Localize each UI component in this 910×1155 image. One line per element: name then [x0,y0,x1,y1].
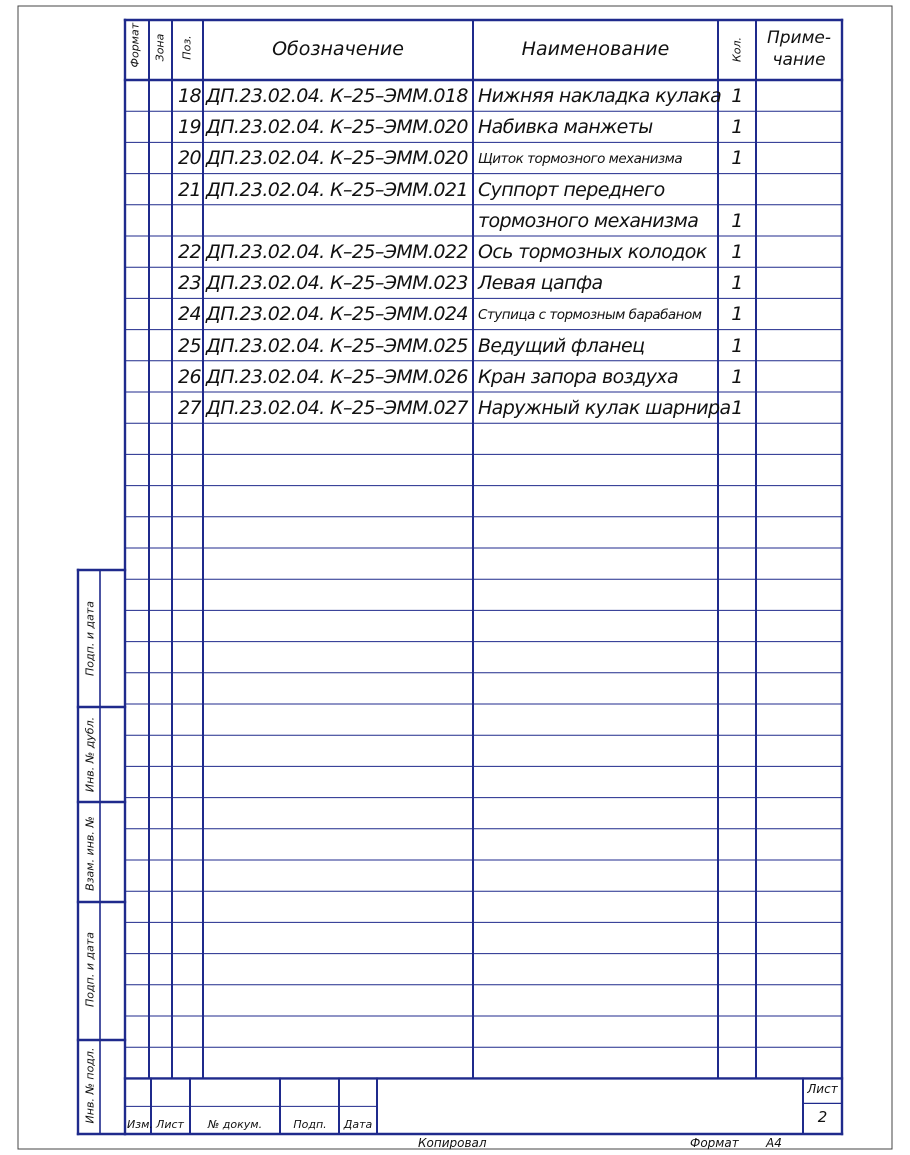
header-zone: Зона [153,33,167,62]
row-pos: 23 [178,272,201,295]
side-podp-data-2: Подп. и дата [83,932,97,1007]
row-pos: 18 [178,85,201,107]
row-name: Наружный кулак шарнира [478,397,731,419]
row-designation: ДП.23.02.04. К–25–ЭММ.024 [206,303,468,326]
row-designation: ДП.23.02.04. К–25–ЭММ.021 [206,178,468,201]
tb-sheet-number: 2 [817,1108,828,1126]
side-podp-data-1: Подп. и дата [83,601,97,676]
row-qty: 1 [731,397,743,419]
row-designation: ДП.23.02.04. К–25–ЭММ.027 [206,397,468,419]
row-qty: 1 [731,303,743,326]
row-name: Щиток тормозного механизма [478,151,683,168]
tb-data: Дата [343,1118,373,1131]
row-name: Ведущий фланец [478,334,645,357]
row-designation: ДП.23.02.04. К–25–ЭММ.020 [206,116,468,139]
header-qty: Кол. [730,36,744,63]
row-qty: 1 [731,147,743,170]
header-note-line1: Приме- [766,28,832,48]
tb-sheet-label: Лист [807,1082,838,1096]
row-designation: ДП.23.02.04. К–25–ЭММ.026 [206,365,468,388]
side-inv-podl: Инв. № подл. [83,1047,97,1124]
row-qty: 1 [731,334,743,357]
tb-n-dokum: № докум. [207,1118,263,1131]
side-inv-dubl: Инв. № дубл. [83,716,97,793]
header-designation: Обозначение [272,38,404,60]
tb-podp: Подп. [293,1118,327,1131]
tb-list: Лист [156,1118,184,1131]
row-qty: 1 [731,272,743,295]
row-pos: 26 [178,365,201,388]
row-qty: 1 [731,116,743,139]
footer-copied: Копировал [418,1136,487,1150]
row-qty: 1 [731,365,743,388]
row-pos: 27 [178,397,201,419]
row-pos: 24 [178,303,201,326]
row-qty: 1 [731,241,743,263]
footer-format-value: А4 [766,1136,782,1150]
row-designation: ДП.23.02.04. К–25–ЭММ.022 [206,241,468,263]
row-name: тормозного механизма [478,209,699,232]
row-pos: 22 [178,241,201,263]
row-qty: 1 [731,209,743,232]
row-name: Левая цапфа [478,272,603,295]
row-designation: ДП.23.02.04. К–25–ЭММ.025 [206,334,468,357]
row-qty: 1 [731,85,743,107]
row-name: Суппорт переднего [478,178,665,201]
header-format: Формат [128,22,142,68]
row-name: Ступица с тормозным барабаном [478,307,702,324]
row-pos: 20 [178,147,201,170]
row-name: Нижняя накладка кулака [478,85,722,107]
tb-izm: Изм. [127,1118,153,1131]
header-name: Наименование [521,38,670,60]
row-pos: 25 [178,334,201,357]
row-pos: 19 [178,116,201,139]
row-name: Набивка манжеты [478,116,653,139]
row-designation: ДП.23.02.04. К–25–ЭММ.018 [206,85,468,107]
row-pos: 21 [178,178,201,201]
header-note-line2: чание [772,50,826,70]
header-pos: Поз. [180,35,194,60]
row-designation: ДП.23.02.04. К–25–ЭММ.023 [206,272,468,295]
row-name: Ось тормозных колодок [478,241,707,263]
row-designation: ДП.23.02.04. К–25–ЭММ.020 [206,147,468,170]
row-name: Кран запора воздуха [478,365,678,388]
footer-format-label: Формат [690,1136,739,1150]
side-vzam-inv: Взам. инв. № [83,816,97,891]
